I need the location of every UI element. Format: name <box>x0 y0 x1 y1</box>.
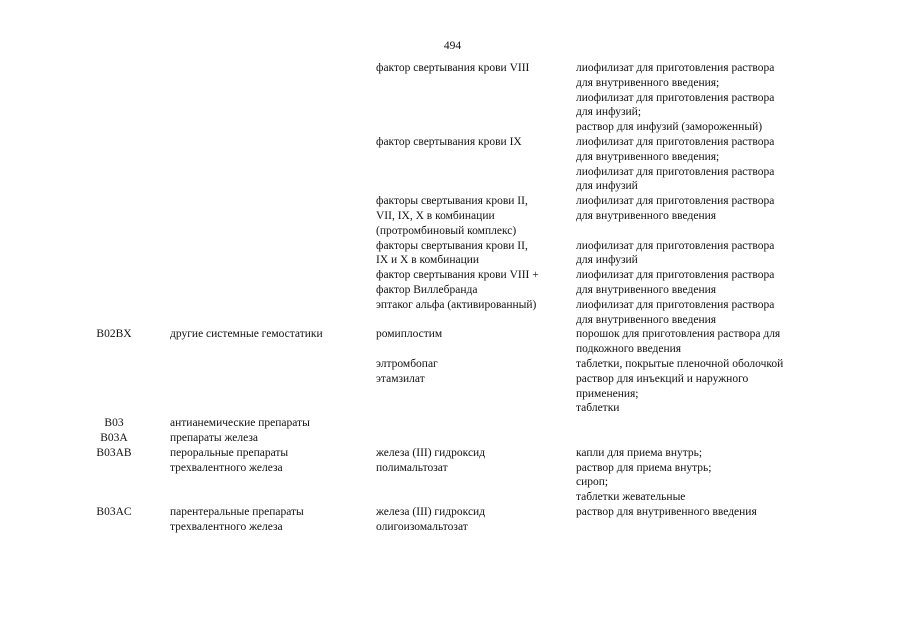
group-name-cell <box>170 327 365 342</box>
group-name-cell <box>170 431 365 446</box>
drug-name-line: эптаког альфа (активированный) <box>376 298 537 311</box>
dosage-form-cell <box>576 327 816 357</box>
atc-code-text: B03AC <box>96 506 132 518</box>
dosage-form-line: подкожного введения <box>576 343 682 356</box>
page-number: 494 <box>443 40 462 52</box>
dosage-form-cell <box>576 194 816 224</box>
dosage-form-line: раствор для приема внутрь; <box>576 461 712 474</box>
group-name-cell <box>170 416 365 431</box>
dosage-form-cell <box>576 61 816 135</box>
atc-code-cell <box>78 327 150 342</box>
atc-code-cell <box>78 446 150 461</box>
dosage-form-cell <box>576 372 816 416</box>
dosage-form-line: порошок для приготовления раствора для <box>576 328 781 341</box>
dosage-form-line: таблетки, покрытые пленочной оболочкой <box>576 358 784 370</box>
drug-name-line: IX и X в комбинации <box>376 254 480 267</box>
dosage-form-cell <box>576 135 816 194</box>
dosage-form-line: лиофилизат для приготовления раствора <box>576 269 775 282</box>
drug-name-cell <box>376 327 566 342</box>
atc-code-text: B03 <box>104 417 124 430</box>
group-name-cell <box>170 505 365 535</box>
drug-name-cell <box>376 239 566 269</box>
drug-name-line: факторы свертывания крови II, <box>376 195 528 208</box>
atc-code-cell <box>78 431 150 446</box>
dosage-form-line: капли для приема внутрь; <box>576 446 703 459</box>
dosage-form-cell <box>576 268 816 298</box>
drug-name-cell <box>376 372 566 387</box>
atc-code-text: B03AB <box>96 446 132 459</box>
drug-name-cell <box>376 505 566 535</box>
drug-name-cell <box>376 357 566 372</box>
drug-name-cell <box>376 135 566 150</box>
group-name-line: препараты железа <box>170 432 258 444</box>
dosage-form-line: для инфузий; <box>576 106 642 119</box>
drug-name-line: полимальтозат <box>376 461 448 474</box>
drug-name-line: фактор свертывания крови IX <box>376 136 522 148</box>
group-name-line: парентеральные препараты <box>170 506 304 518</box>
dosage-form-line: для внутривенного введения <box>576 283 717 296</box>
group-name-cell <box>170 446 365 476</box>
dosage-form-line: лиофилизат для приготовления раствора <box>576 62 775 74</box>
drug-name-line: фактор Виллебранда <box>376 283 478 296</box>
atc-code-cell <box>78 416 150 431</box>
dosage-form-line: лиофилизат для приготовления раствора <box>576 298 775 311</box>
atc-code-text: B02BX <box>96 328 132 341</box>
group-name-line: трехвалентного железа <box>170 461 283 474</box>
dosage-form-line: применения; <box>576 387 639 400</box>
drug-name-line: (протромбиновый комплекс) <box>376 224 517 237</box>
dosage-form-line: раствор для внутривенного введения <box>576 506 757 518</box>
dosage-form-line: лиофилизат для приготовления раствора <box>576 195 775 208</box>
drug-name-cell <box>376 268 566 298</box>
dosage-form-line: для внутривенного введения; <box>576 150 720 163</box>
drug-name-line: фактор свертывания крови VIII <box>376 62 530 74</box>
group-name-line: антианемические препараты <box>170 417 310 430</box>
drug-name-line: ромиплостим <box>376 328 443 341</box>
dosage-form-cell <box>576 298 816 328</box>
drug-name-cell <box>376 194 566 238</box>
drug-name-line: железа (III) гидроксид <box>376 506 486 518</box>
drug-name-line: железа (III) гидроксид <box>376 446 486 459</box>
dosage-form-cell <box>576 446 816 505</box>
dosage-form-line: для внутривенного введения <box>576 209 717 222</box>
group-name-line: пероральные препараты <box>170 446 289 459</box>
dosage-form-cell <box>576 357 816 372</box>
drug-name-line: элтромбопаг <box>376 358 438 370</box>
atc-code-cell <box>78 505 150 520</box>
dosage-form-line: раствор для инфузий (замороженный) <box>576 121 763 134</box>
drug-name-line: этамзилат <box>376 372 425 385</box>
dosage-form-cell <box>576 239 816 269</box>
drug-name-cell <box>376 61 566 76</box>
drug-name-cell <box>376 446 566 476</box>
dosage-form-line: таблетки жевательные <box>576 491 686 504</box>
dosage-form-cell <box>576 505 816 520</box>
group-name-line: трехвалентного железа <box>170 520 283 533</box>
dosage-form-line: для внутривенного введения <box>576 313 717 326</box>
dosage-form-line: раствор для инъекций и наружного <box>576 372 749 385</box>
dosage-form-line: лиофилизат для приготовления раствора <box>576 91 775 104</box>
dosage-form-line: для инфузий <box>576 254 638 267</box>
drug-name-line: VII, IX, X в комбинации <box>376 209 495 222</box>
dosage-form-line: для внутривенного введения; <box>576 76 720 89</box>
atc-code-text: B03A <box>100 432 128 444</box>
drug-name-cell <box>376 298 566 313</box>
dosage-form-line: сироп; <box>576 476 609 489</box>
dosage-form-line: для инфузий <box>576 180 638 193</box>
drug-name-line: фактор свертывания крови VIII + <box>376 269 539 282</box>
dosage-form-line: лиофилизат для приготовления раствора <box>576 136 775 148</box>
drug-name-line: факторы свертывания крови II, <box>376 239 528 252</box>
dosage-form-line: лиофилизат для приготовления раствора <box>576 239 775 252</box>
drug-name-line: олигоизомальтозат <box>376 520 468 533</box>
group-name-line: другие системные гемостатики <box>170 328 323 341</box>
dosage-form-line: лиофилизат для приготовления раствора <box>576 165 775 178</box>
dosage-form-line: таблетки <box>576 402 620 415</box>
